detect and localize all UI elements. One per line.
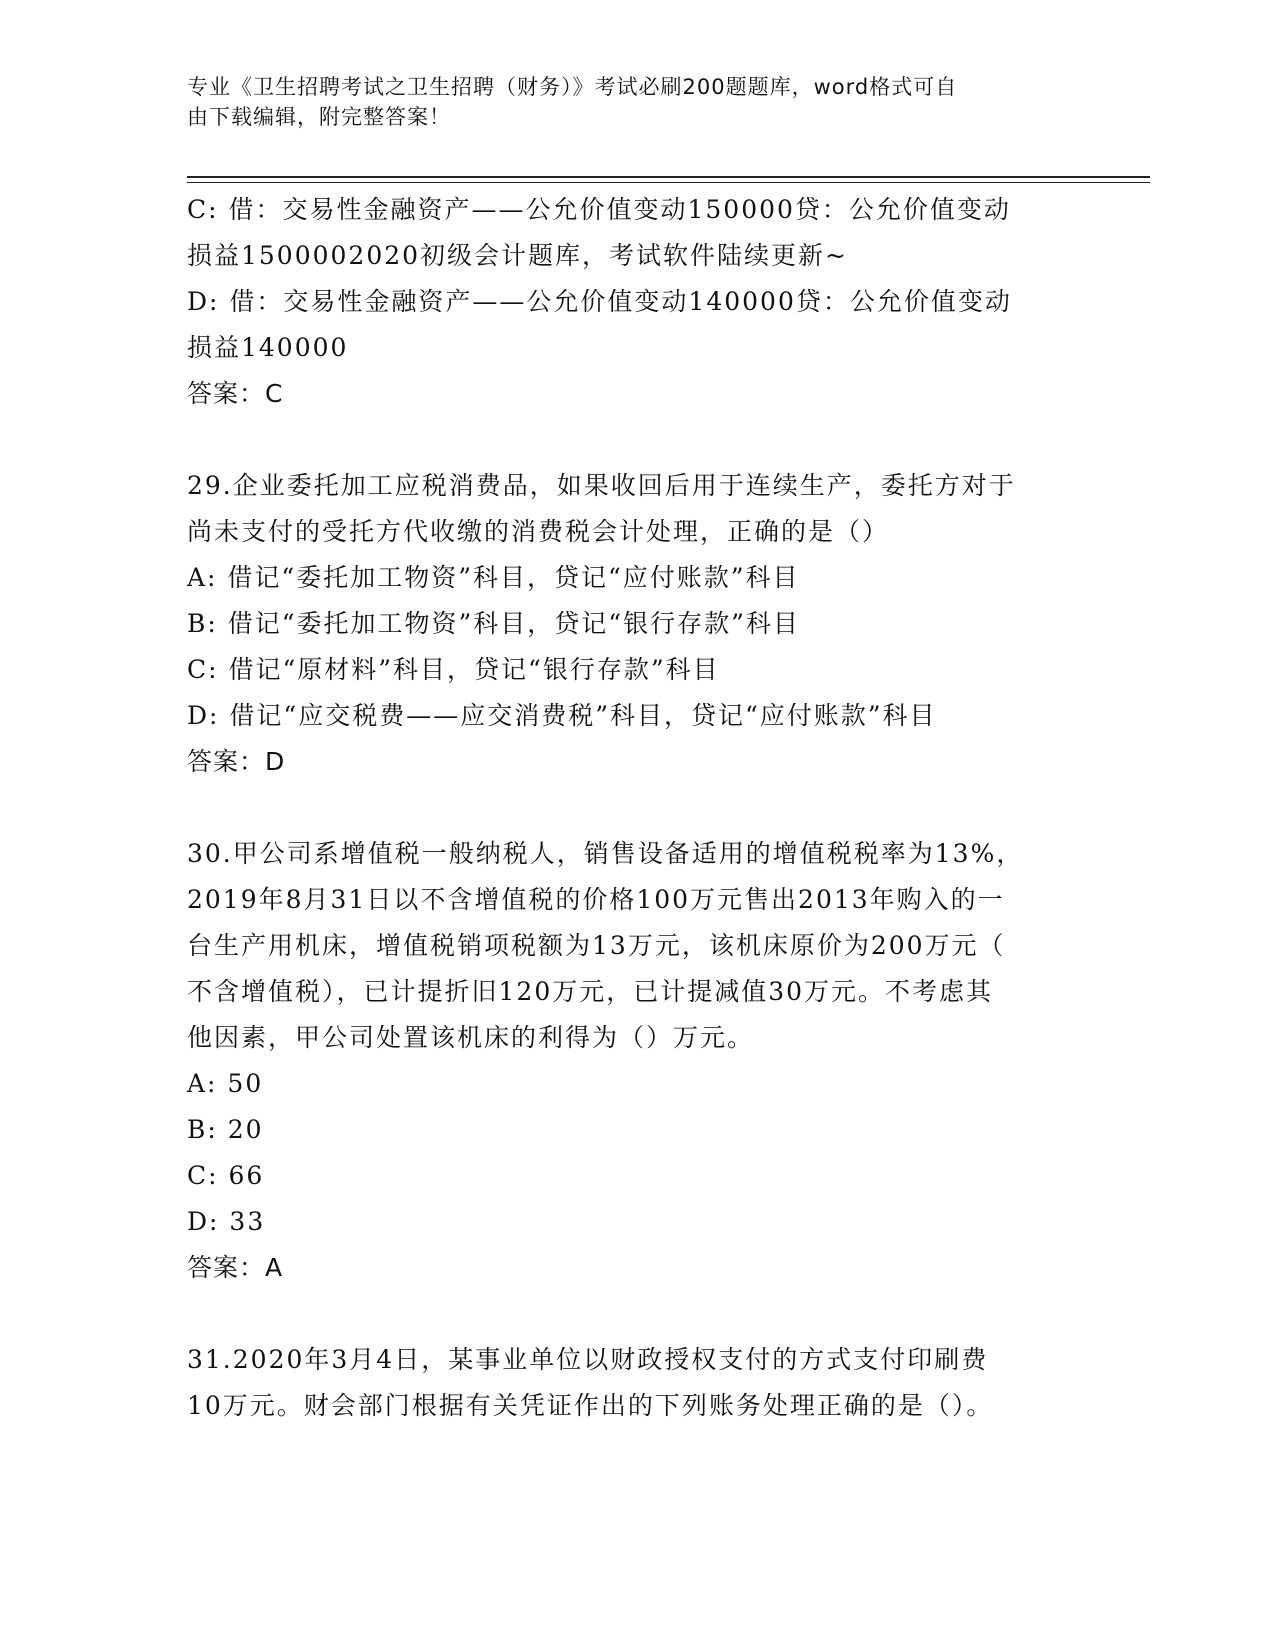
question-stem-line-2: 尚未支付的受托方代收缴的消费税会计处理，正确的是（） (187, 517, 890, 546)
spacer (187, 785, 1077, 831)
option-d: D: 33 (187, 1207, 266, 1236)
question-stem-line-1: 31.2020年3月4日，某事业单位以财政授权支付的方式支付印刷费 (187, 1345, 989, 1374)
option-d: D: 借记“应交税费——应交消费税”科目，贷记“应付账款”科目 (187, 701, 937, 730)
header-divider-thin (187, 182, 1150, 183)
question-stem-line-3: 台生产用机床，增值税销项税额为13万元，该机床原价为200万元（ (187, 931, 1006, 960)
question-31 (187, 1337, 1077, 1429)
option-a: A: 50 (187, 1069, 264, 1098)
option-c: C: 66 (187, 1161, 265, 1190)
option-c-line-2: 损益1500002020初级会计题库，考试软件陆续更新~ (187, 241, 849, 270)
answer-line: 答案：D (187, 747, 286, 776)
header-line-1: 专业《卫生招聘考试之卫生招聘（财务）》考试必刷200题题库，word格式可自 (187, 75, 958, 99)
option-b: B: 20 (187, 1115, 264, 1144)
question-28-tail (187, 187, 1077, 417)
question-29 (187, 463, 1077, 785)
question-30 (187, 831, 1077, 1291)
spacer (187, 1291, 1077, 1337)
option-a: A: 借记“委托加工物资”科目，贷记“应付账款”科目 (187, 563, 800, 592)
question-stem-line-1: 30.甲公司系增值税一般纳税人，销售设备适用的增值税税率为13%， (187, 839, 1024, 868)
option-d-line-2: 损益140000 (187, 333, 349, 362)
option-d-line-1: D: 借：交易性金融资产——公允价值变动140000贷：公允价值变动 (187, 287, 1012, 316)
header-divider-thick (187, 176, 1150, 178)
question-stem-line-2: 2019年8月31日以不含增值税的价格100万元售出2013年购入的一 (187, 885, 1005, 914)
header-line-2: 由下载编辑，附完整答案！ (187, 105, 451, 129)
option-b: B: 借记“委托加工物资”科目，贷记“银行存款”科目 (187, 609, 800, 638)
answer-line: 答案：A (187, 1253, 284, 1282)
option-c-line-1: C: 借：交易性金融资产——公允价值变动150000贷：公允价值变动 (187, 195, 1011, 224)
question-stem-line-4: 不含增值税），已计提折旧120万元，已计提减值30万元。不考虑其 (187, 977, 994, 1006)
question-stem-line-2: 10万元。财会部门根据有关凭证作出的下列账务处理正确的是（）。 (187, 1391, 994, 1420)
option-c: C: 借记“原材料”科目，贷记“银行存款”科目 (187, 655, 720, 684)
question-stem-line-5: 他因素，甲公司处置该机床的利得为（）万元。 (187, 1023, 755, 1052)
document-header (187, 72, 1067, 132)
answer-line: 答案：C (187, 379, 284, 408)
question-stem-line-1: 29.企业委托加工应税消费品，如果收回后用于连续生产，委托方对于 (187, 471, 1016, 500)
spacer (187, 417, 1077, 463)
question-content (187, 187, 1077, 1429)
